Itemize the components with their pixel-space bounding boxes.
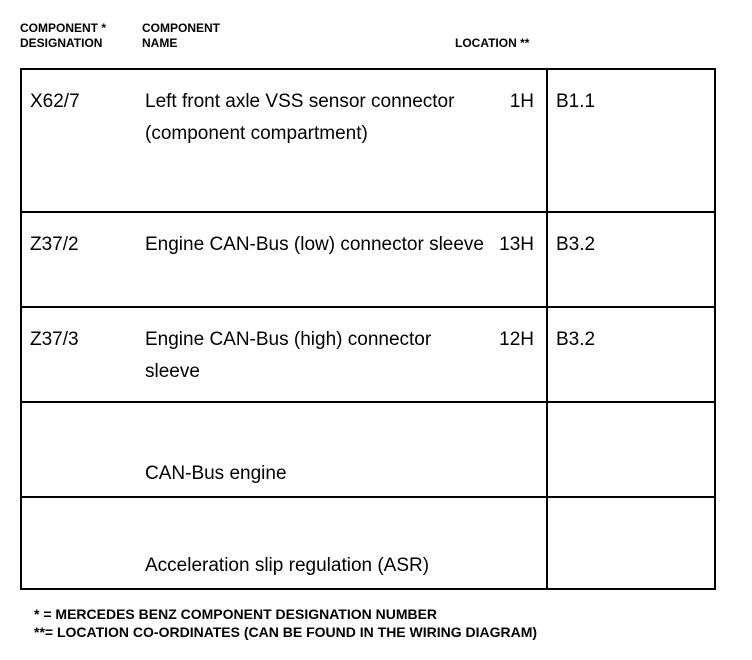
column-divider bbox=[546, 498, 548, 588]
table-row bbox=[22, 403, 714, 498]
location-page: 12H bbox=[499, 329, 534, 350]
location-page: 13H bbox=[499, 234, 534, 255]
component-name: Left front axle VSS sensor connector (component compartment) bbox=[145, 91, 455, 144]
column-divider bbox=[546, 70, 548, 211]
component-name: CAN-Bus engine bbox=[145, 463, 287, 484]
location-coordinate: B3.2 bbox=[556, 329, 596, 350]
column-divider bbox=[546, 308, 548, 401]
location-coordinate: B3.2 bbox=[556, 234, 596, 255]
column-divider bbox=[546, 403, 548, 496]
component-name: Acceleration slip regulation (ASR) bbox=[145, 555, 430, 576]
location-header: LOCATION ** bbox=[455, 36, 530, 50]
component-code: Z37/2 bbox=[30, 234, 79, 255]
component-name: Engine CAN-Bus (low) connector sleeve bbox=[145, 234, 484, 255]
footnote-designation: * = MERCEDES BENZ COMPONENT DESIGNATION NUMBER bbox=[34, 606, 438, 622]
component-name: Engine CAN-Bus (high) connector sleeve bbox=[145, 329, 432, 382]
location-page: 1H bbox=[509, 91, 534, 112]
table-row bbox=[22, 308, 714, 403]
component-table bbox=[20, 68, 716, 590]
table-row bbox=[22, 70, 714, 213]
component-code: Z37/3 bbox=[30, 329, 79, 350]
component-designation-header: COMPONENT * DESIGNATION bbox=[20, 21, 107, 50]
component-code: X62/7 bbox=[30, 91, 80, 112]
location-coordinate: B1.1 bbox=[556, 91, 596, 112]
table-row bbox=[22, 213, 714, 308]
table-row bbox=[22, 498, 714, 588]
component-name-header: COMPONENT NAME bbox=[142, 21, 220, 50]
footnote-location: **= LOCATION CO-ORDINATES (CAN BE FOUND IN THE WIRING DIAGRAM) bbox=[34, 624, 538, 640]
column-divider bbox=[546, 213, 548, 306]
